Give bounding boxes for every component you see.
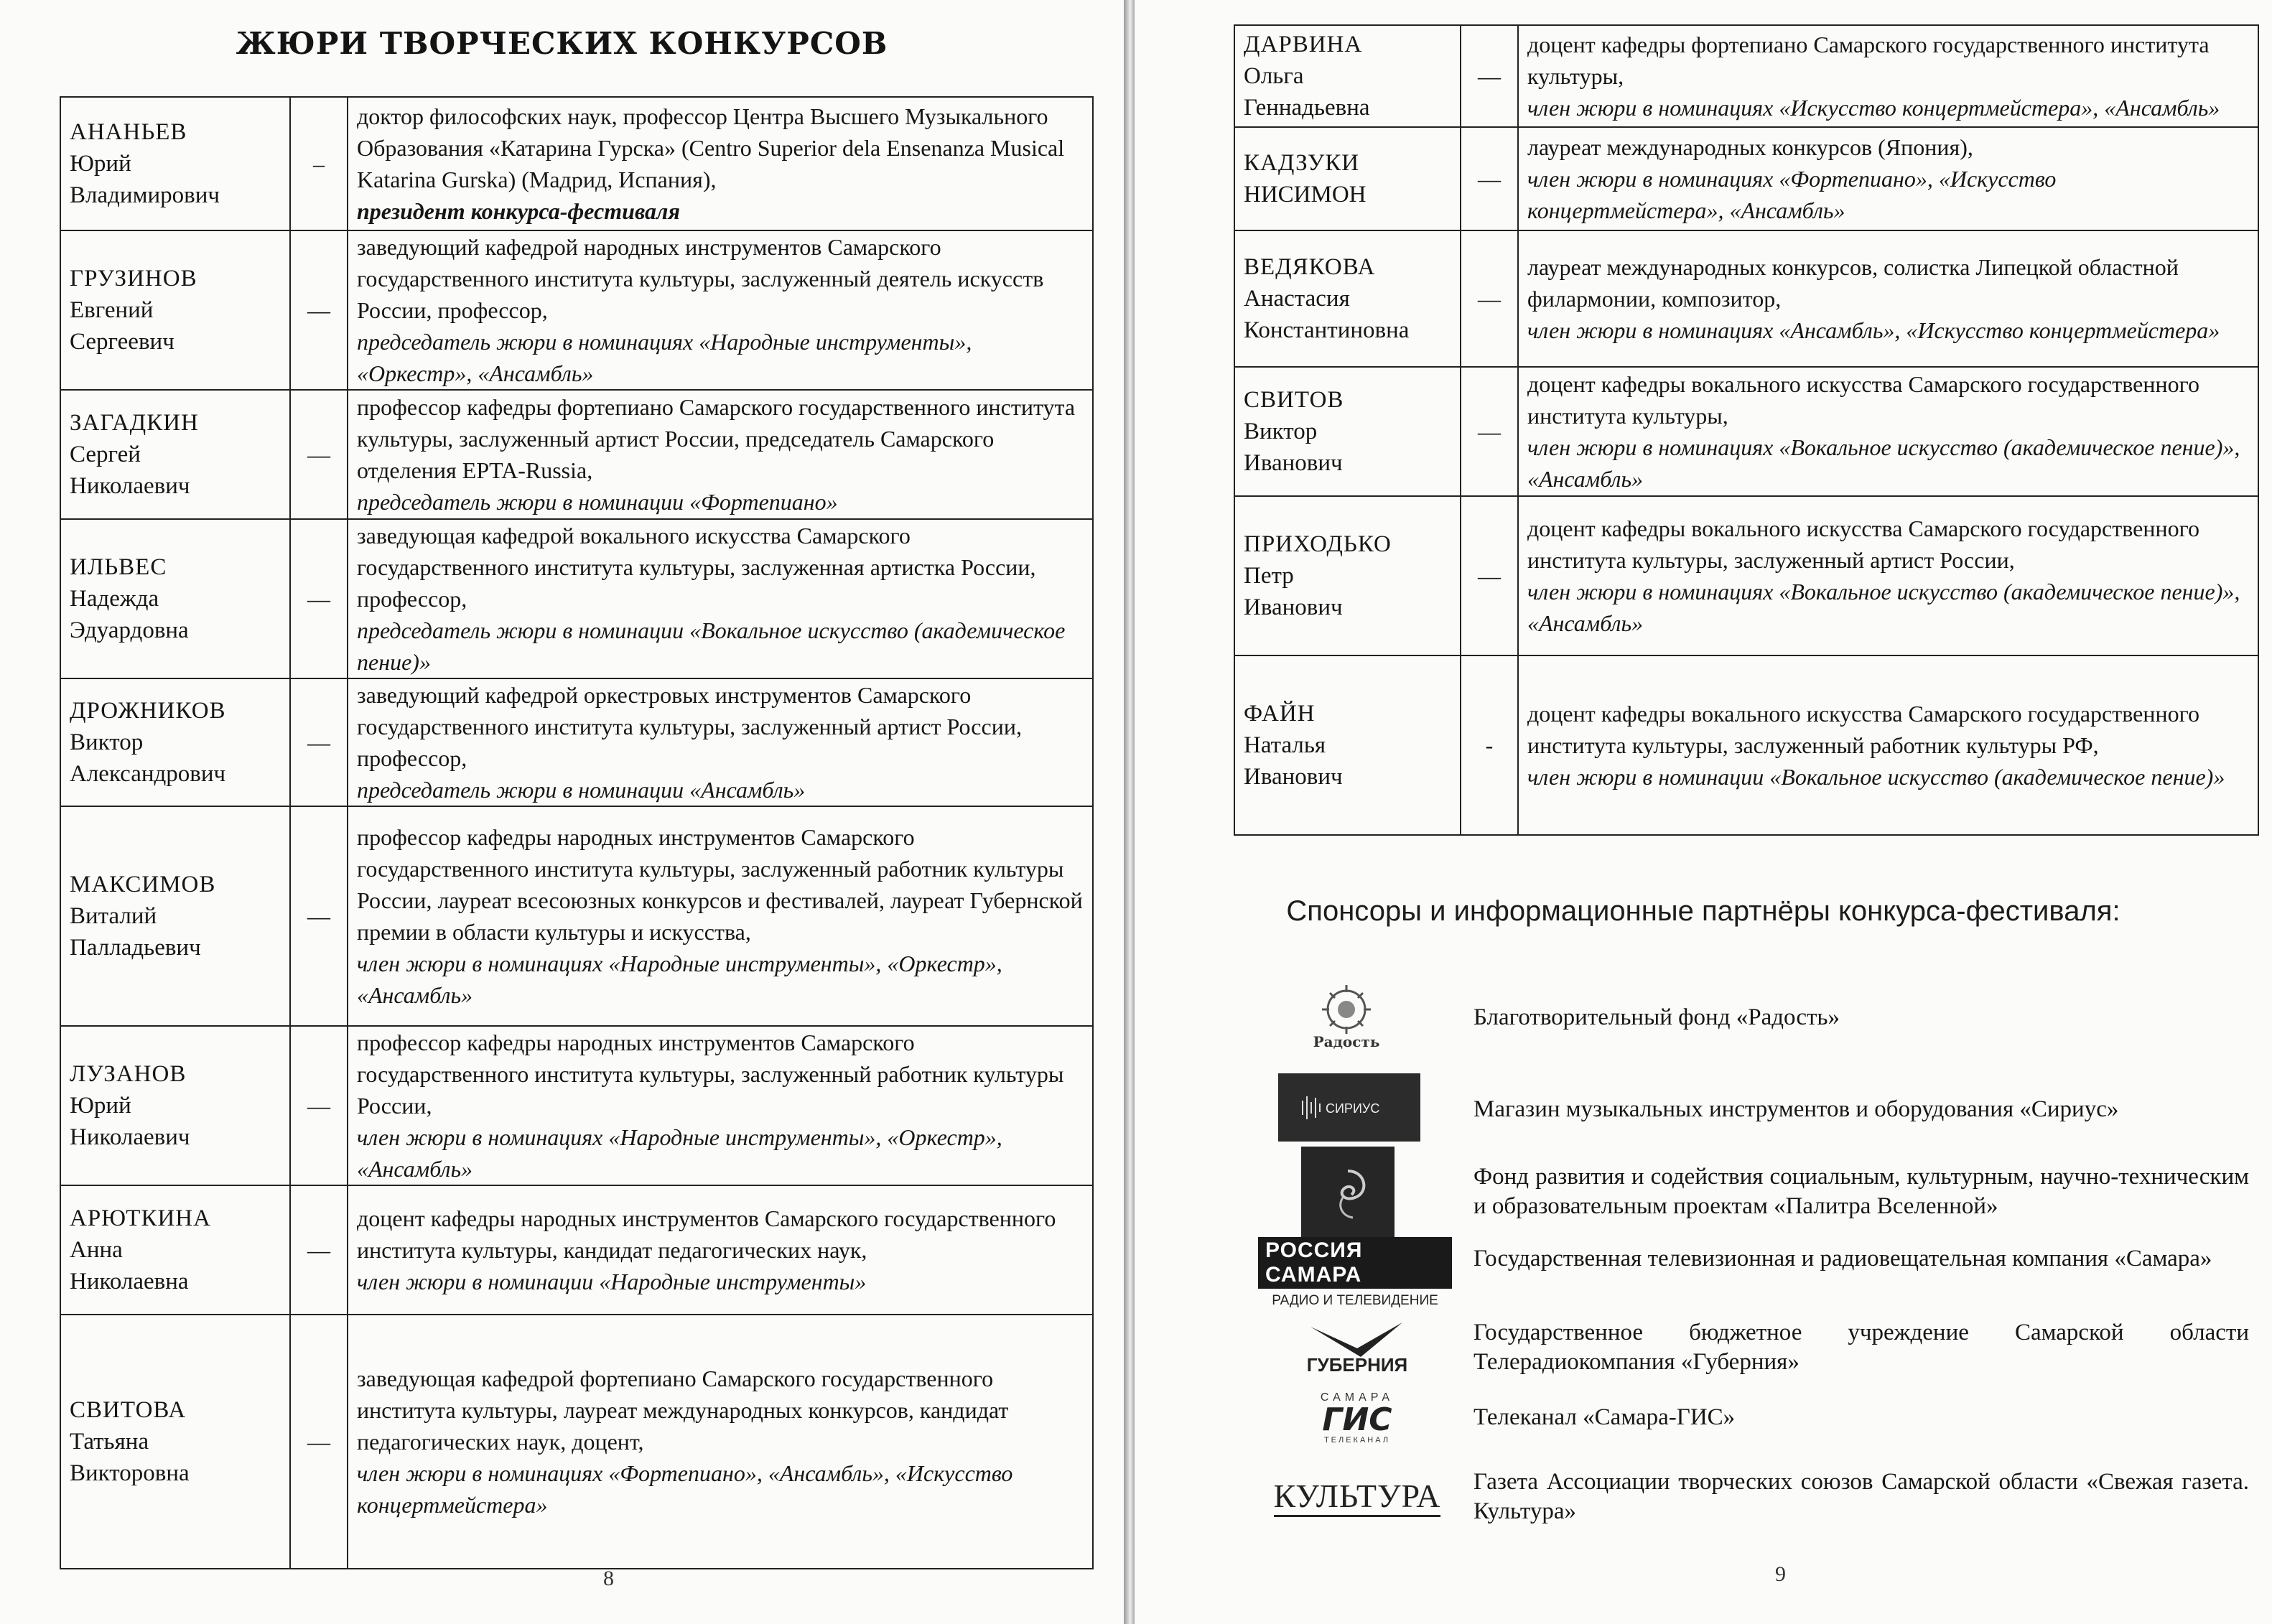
jury-description-cell: [348, 1315, 1093, 1569]
jury-given-name: Виктор: [1244, 419, 1318, 444]
jury-surname: СВИТОВА: [70, 1397, 187, 1423]
jury-name-cell: [1234, 127, 1461, 230]
jury-name-cell: [1234, 496, 1461, 655]
jury-description: доктор философских наук, профессор Центра Высшего Музыкального Образования «Катарина Гурска» (Centro Superior dela Ensenanza Musical Katarina Gurska) (Мадрид, Испания),: [357, 103, 1065, 192]
guberniya-logo: [1264, 1314, 1451, 1378]
jury-role: председатель жюри в номинациях «Народные инструменты», «Оркестр», «Ансамбль»: [357, 329, 972, 386]
jury-name-cell: [60, 1185, 290, 1315]
guberniya-logo-text: ГУБЕРНИЯ: [1306, 1354, 1408, 1376]
samara-gis-logo-top: САМАРА: [1320, 1391, 1395, 1404]
jury-dash: —: [290, 806, 348, 1026]
kultura-logo-text: КУЛЬТУРА: [1274, 1477, 1441, 1517]
sponsor-item: [1135, 1147, 2272, 1240]
jury-patronymic: Константиновна: [1244, 317, 1410, 343]
jury-description-cell: [348, 1185, 1093, 1315]
jury-row: [60, 390, 1093, 519]
jury-role: член жюри в номинациях «Вокальное искусство (академическое пение)», «Ансамбль»: [1527, 434, 2240, 492]
samara-gis-logo: [1285, 1386, 1429, 1450]
jury-patronymic: Геннадьевна: [1244, 95, 1370, 121]
jury-role: член жюри в номинациях «Народные инструменты», «Оркестр», «Ансамбль»: [357, 1124, 1002, 1182]
left-page: [0, 0, 1124, 1624]
jury-dash: —: [290, 230, 348, 390]
jury-description: профессор кафедры народных инструментов Самарского государственного института культуры, заслуженный работник культуры России, лауреат всесоюзных конкурсов и фестивалей, лауреат Губернской премии в области культуры и искусства,: [357, 824, 1083, 945]
sponsor-text: Фонд развития и содействия социальным, культурным, научно-техническим и образовательным проектам «Палитра Вселенной»: [1473, 1164, 2249, 1219]
jury-surname: ДАРВИНА: [1244, 32, 1363, 57]
rossiya-samara-logo-subtext: РАДИО И ТЕЛЕВИДЕНИЕ: [1272, 1293, 1438, 1308]
radost-logo-text: Радость: [1313, 1033, 1380, 1050]
jury-row: [60, 806, 1093, 1026]
jury-description-cell: [348, 97, 1093, 230]
jury-surname: АНАНЬЕВ: [70, 119, 187, 145]
jury-description: доцент кафедры вокального искусства Самарского государственного института культуры, заслуженный работник культуры РФ,: [1527, 701, 2199, 758]
jury-role: председатель жюри в номинации «Фортепиано»: [357, 489, 838, 515]
jury-dash: —: [1461, 25, 1518, 127]
jury-row: [1234, 367, 2258, 496]
sponsor-text: Государственное бюджетное учреждение Самарской области Телерадиокомпания «Губерния»: [1473, 1320, 2249, 1375]
jury-role: член жюри в номинациях «Фортепиано», «Искусство концертмейстера», «Ансамбль»: [1527, 166, 2057, 223]
jury-row: [60, 678, 1093, 806]
jury-patronymic: Сергеевич: [70, 329, 174, 355]
jury-role: член жюри в номинации «Народные инструменты»: [357, 1269, 867, 1294]
jury-patronymic: Владимирович: [70, 182, 220, 208]
jury-description: заведующая кафедрой вокального искусства Самарского государственного института культуры, заслуженная артистка России, профессор,: [357, 523, 1036, 612]
jury-patronymic: Николаевич: [70, 1124, 190, 1150]
jury-patronymic: Иванович: [1244, 764, 1343, 790]
jury-name-cell: [60, 806, 290, 1026]
jury-dash: —: [290, 678, 348, 806]
jury-description-cell: [348, 806, 1093, 1026]
jury-surname: ФАЙН: [1244, 701, 1316, 727]
jury-description: доцент кафедры фортепиано Самарского государственного института культуры,: [1527, 32, 2210, 89]
jury-surname: ВЕДЯКОВА: [1244, 254, 1376, 280]
page-title: ЖЮРИ ТВОРЧЕСКИХ КОНКУРСОВ: [236, 26, 888, 61]
jury-given-name: Сергей: [70, 442, 141, 467]
jury-role: председатель жюри в номинации «Вокальное искусство (академическое пение)»: [357, 617, 1066, 675]
jury-given-name: Татьяна: [70, 1429, 149, 1455]
jury-name-cell: [60, 1026, 290, 1185]
jury-row: [60, 1185, 1093, 1315]
jury-description: доцент кафедры народных инструментов Самарского государственного института культуры, кандидат педагогических наук,: [357, 1205, 1056, 1263]
jury-description-cell: [348, 519, 1093, 678]
jury-role: член жюри в номинациях «Фортепиано», «Ансамбль», «Искусство концертмейстера»: [357, 1460, 1013, 1518]
jury-given-name: Юрий: [70, 151, 131, 177]
jury-name-cell: [60, 1315, 290, 1569]
jury-role: член жюри в номинациях «Ансамбль», «Искусство концертмейстера»: [1527, 317, 2220, 343]
jury-given-name: Ольга: [1244, 63, 1304, 89]
jury-surname: МАКСИМОВ: [70, 872, 216, 897]
jury-description-cell: [1518, 367, 2258, 496]
jury-description: лауреат международных конкурсов, солистка Липецкой областной филармонии, композитор,: [1527, 254, 2179, 312]
jury-name-cell: [60, 230, 290, 390]
jury-given-name: Петр: [1244, 563, 1294, 589]
jury-given-name: Юрий: [70, 1093, 131, 1119]
jury-name-cell: [1234, 655, 1461, 835]
jury-dash: —: [290, 390, 348, 519]
jury-description-cell: [348, 678, 1093, 806]
jury-row: [1234, 127, 2258, 230]
jury-description-cell: [1518, 230, 2258, 367]
rossiya-samara-logo-text: РОССИЯ САМАРА: [1258, 1237, 1452, 1289]
jury-row: [60, 519, 1093, 678]
jury-given-name: Виталий: [70, 903, 157, 929]
jury-description: профессор кафедры фортепиано Самарского государственного института культуры, заслуженный артист России, председатель Самарского отделения EPTA-Russia,: [357, 394, 1076, 483]
jury-role: член жюри в номинациях «Народные инструменты», «Оркестр», «Ансамбль»: [357, 951, 1002, 1008]
jury-description: доцент кафедры вокального искусства Самарского государственного института культуры, заслуженный артист России,: [1527, 515, 2199, 573]
jury-surname: ПРИХОДЬКО: [1244, 531, 1392, 557]
jury-patronymic: Николаевич: [70, 473, 190, 499]
jury-row: [60, 97, 1093, 230]
sponsor-item: [1135, 1238, 2272, 1308]
jury-description: доцент кафедры вокального искусства Самарского государственного института культуры,: [1527, 371, 2199, 429]
jury-row: [1234, 230, 2258, 367]
jury-surname: ИЛЬВЕС: [70, 554, 167, 580]
jury-dash: —: [1461, 127, 1518, 230]
jury-surname: ЛУЗАНОВ: [70, 1061, 187, 1087]
jury-description: заведующий кафедрой народных инструментов Самарского государственного института культуры, заслуженный деятель искусств России, профессор,: [357, 234, 1044, 323]
jury-dash: —: [290, 1026, 348, 1185]
jury-given-name: Надежда: [70, 586, 159, 612]
jury-dash: —: [290, 1315, 348, 1569]
jury-patronymic: Викторовна: [70, 1460, 190, 1486]
book-spine: [1124, 0, 1135, 1624]
palitra-logo: [1301, 1147, 1395, 1238]
jury-description: профессор кафедры народных инструментов Самарского государственного института культуры, заслуженный работник культуры России,: [357, 1030, 1064, 1119]
jury-name-cell: [60, 519, 290, 678]
kultura-logo: [1257, 1465, 1458, 1529]
jury-name-cell: [60, 678, 290, 806]
jury-patronymic: Эдуардовна: [70, 617, 189, 643]
jury-name-cell: [60, 97, 290, 230]
sponsors-heading: Спонсоры и информационные партнёры конкурса-фестиваля:: [1286, 895, 2120, 927]
jury-role: председатель жюри в номинации «Ансамбль»: [357, 777, 806, 803]
sponsor-text: Государственная телевизионная и радиовещательная компания «Самара»: [1473, 1246, 2212, 1271]
jury-surname: КАДЗУКИ: [1244, 150, 1360, 176]
jury-role: член жюри в номинациях «Искусство концертмейстера», «Ансамбль»: [1527, 95, 2220, 121]
samara-gis-logo-text: ГИС: [1322, 1401, 1392, 1438]
sponsor-item: [1135, 1386, 2272, 1450]
jury-given-name: Наталья: [1244, 732, 1326, 758]
jury-description-cell: [1518, 496, 2258, 655]
samara-gis-logo-sub: ТЕЛЕКАНАЛ: [1323, 1436, 1391, 1445]
jury-dash: –: [290, 97, 348, 230]
jury-given-name: Анастасия: [1244, 286, 1350, 312]
jury-name-cell: [60, 390, 290, 519]
jury-patronymic: Иванович: [1244, 450, 1343, 476]
jury-role: член жюри в номинации «Вокальное искусство (академическое пение)»: [1527, 764, 2225, 790]
jury-description: заведующий кафедрой оркестровых инструментов Самарского государственного института культуры, заслуженный артист России, профессор,: [357, 682, 1022, 771]
jury-description-cell: [348, 390, 1093, 519]
jury-description-cell: [1518, 127, 2258, 230]
sirius-logo-text: СИРИУС: [1326, 1101, 1380, 1116]
jury-row: [60, 1026, 1093, 1185]
jury-row: [1234, 25, 2258, 127]
jury-dash: —: [290, 1185, 348, 1315]
jury-patronymic: Иванович: [1244, 594, 1343, 620]
jury-description-cell: [348, 1026, 1093, 1185]
radost-logo: [1289, 980, 1404, 1059]
jury-table-right: [1234, 24, 2259, 836]
jury-role: член жюри в номинациях «Вокальное искусство (академическое пение)», «Ансамбль»: [1527, 579, 2240, 636]
jury-given-name: Евгений: [70, 297, 154, 323]
jury-surname: ДРОЖНИКОВ: [70, 698, 226, 724]
jury-name-cell: [1234, 230, 1461, 367]
jury-dash: —: [1461, 367, 1518, 496]
jury-patronymic: Палладьевич: [70, 935, 201, 961]
jury-description: лауреат международных конкурсов (Япония),: [1527, 134, 1973, 160]
jury-dash: —: [1461, 496, 1518, 655]
sponsor-text: Благотворительный фонд «Радость»: [1473, 1004, 1840, 1030]
right-page: [1135, 0, 2272, 1624]
jury-role: президент конкурса-фестиваля: [357, 198, 680, 224]
jury-surname: ЗАГАДКИН: [70, 410, 199, 436]
jury-row: [60, 1315, 1093, 1569]
page-number: 8: [603, 1567, 614, 1590]
sponsor-item: [1135, 1465, 2272, 1529]
jury-surname: ГРУЗИНОВ: [70, 266, 197, 291]
jury-row: [60, 230, 1093, 390]
sponsor-item: [1135, 980, 2272, 1059]
jury-description-cell: [1518, 655, 2258, 835]
sponsor-text: Магазин музыкальных инструментов и оборудования «Сириус»: [1473, 1096, 2119, 1122]
jury-dash: -: [1461, 655, 1518, 835]
jury-table-left: [60, 96, 1094, 1569]
jury-description-cell: [348, 230, 1093, 390]
jury-name-cell: [1234, 367, 1461, 496]
page-number: 9: [1775, 1562, 1786, 1586]
jury-description: заведующая кафедрой фортепиано Самарского государственного института культуры, лауреат международных конкурсов, кандидат педагогических наук, доцент,: [357, 1366, 1009, 1455]
jury-description-cell: [1518, 25, 2258, 127]
jury-dash: —: [290, 519, 348, 678]
rossiya-samara-logo: [1258, 1238, 1452, 1308]
jury-given-name: Анна: [70, 1237, 123, 1263]
jury-given-name: НИСИМОН: [1244, 182, 1367, 207]
jury-dash: —: [1461, 230, 1518, 367]
jury-row: [1234, 655, 2258, 835]
jury-row: [1234, 496, 2258, 655]
sirius-logo: [1278, 1073, 1420, 1142]
sponsor-item: [1135, 1073, 2272, 1142]
sponsor-text: Телеканал «Самара-ГИС»: [1473, 1404, 1736, 1430]
jury-patronymic: Николаевна: [70, 1269, 189, 1294]
jury-given-name: Виктор: [70, 729, 144, 755]
jury-surname: СВИТОВ: [1244, 387, 1344, 413]
jury-surname: АРЮТКИНА: [70, 1205, 211, 1231]
sponsor-item: [1135, 1314, 2272, 1378]
jury-patronymic: Александрович: [70, 761, 226, 787]
sponsor-text: Газета Ассоциации творческих союзов Самарской области «Свежая газета. Культура»: [1473, 1469, 2249, 1524]
jury-name-cell: [1234, 25, 1461, 127]
